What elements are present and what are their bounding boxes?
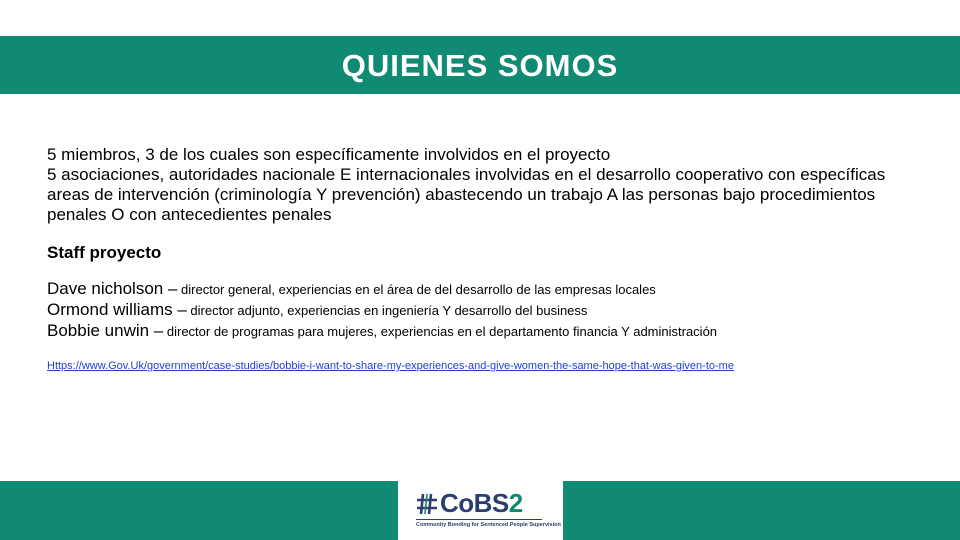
staff-item bbox=[47, 300, 927, 321]
cobs2-logo bbox=[398, 481, 563, 540]
staff-name: Dave nicholson – bbox=[47, 279, 178, 298]
staff-heading: Staff proyecto bbox=[47, 243, 162, 262]
staff-name: Ormond williams – bbox=[47, 300, 187, 319]
logo-wordmark bbox=[440, 489, 523, 517]
page-title: QUIENES SOMOS bbox=[341, 48, 619, 83]
cobs-grid-icon bbox=[416, 493, 438, 515]
logo-tagline: Community Bonding for Sentenced People Supervision bbox=[416, 522, 561, 528]
staff-role: director de programas para mujeres, experiencias en el departamento financia Y administración bbox=[163, 324, 718, 339]
staff-name: Bobbie unwin – bbox=[47, 321, 164, 340]
members-paragraph: 5 miembros, 3 de los cuales son específicamente involvidos en el proyecto bbox=[47, 145, 611, 164]
logo-wordmark-prefix: CoBS bbox=[440, 488, 509, 518]
slide-body bbox=[47, 145, 927, 372]
case-study-link[interactable]: Https://www.Gov.Uk/government/case-studies/bobbie-i-want-to-share-my-experiences-and-give-women-the-same-hope-that-was-given-to-me bbox=[47, 360, 734, 372]
logo-wordmark-suffix: 2 bbox=[508, 488, 523, 518]
staff-role: director adjunto, experiencias en ingeniería Y desarrollo del business bbox=[186, 303, 588, 318]
title-bar bbox=[0, 36, 960, 94]
associations-paragraph: 5 asociaciones, autoridades nacionale E internacionales involvidas en el desarrollo cooperativo con específicas areas de intervención (criminología Y prevención) abastecendo un trabajo A las personas bajo procedimientos penales O con antecedientes penales bbox=[47, 165, 886, 224]
staff-item bbox=[47, 279, 927, 300]
staff-item bbox=[47, 321, 927, 342]
staff-list bbox=[47, 279, 927, 342]
logo-divider bbox=[416, 519, 542, 520]
staff-role: director general, experiencias en el área de del desarrollo de las empresas locales bbox=[177, 282, 656, 297]
